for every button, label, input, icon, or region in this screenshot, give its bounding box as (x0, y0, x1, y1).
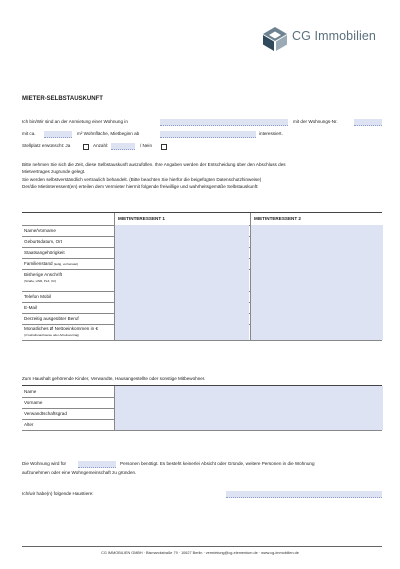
col-applicant-1: MIETINTERESSENT 1 (118, 216, 165, 221)
cg-cube-icon (262, 26, 288, 52)
applicant-table (22, 212, 382, 357)
note-line-4: Der/die Mietinteressent(en) erteilen dem Vermieter hiermit folgende freiwillige und wahrheitsgemäße Selbstauskunft: (22, 184, 259, 189)
household-label-name: Name (24, 389, 37, 394)
location-field[interactable] (160, 119, 288, 126)
applicant2-phone-field[interactable] (250, 291, 383, 302)
row-label-address: Bisherige Anschrift (24, 272, 63, 277)
applicant1-birth-field[interactable] (114, 236, 249, 247)
intro-line2-b: m² Wohnfläche, Mietbeginn ab (77, 131, 140, 136)
persons-count-field[interactable] (78, 461, 116, 468)
household-intro: Zum Haushalt gehörende Kinder, Verwandte, Hausangestellte oder sonstige Mitbewohner. (22, 376, 206, 381)
intro-line2-a: mit ca. (22, 131, 36, 136)
household-firstname-field[interactable] (114, 397, 383, 408)
parking-no-checkbox[interactable] (161, 144, 167, 150)
row-hint-marital: (ledig, verheiratet) (53, 262, 79, 266)
applicant2-address-field[interactable] (250, 269, 383, 291)
footer-divider (22, 546, 382, 547)
applicant2-name-field[interactable] (250, 225, 383, 236)
applicant1-email-field[interactable] (114, 302, 249, 313)
table-row (22, 324, 382, 341)
applicant1-name-field[interactable] (114, 225, 249, 236)
applicant1-income-field[interactable] (114, 324, 249, 340)
parking-no-label: / Nein (140, 143, 153, 148)
intro-line1-b: mit der Wohnungs-Nr. (293, 119, 338, 124)
household-relation-field[interactable] (114, 408, 383, 419)
row-label-name: Name/Vorname (24, 228, 56, 233)
applicant2-marital-field[interactable] (250, 258, 383, 269)
household-name-field[interactable] (114, 386, 383, 397)
applicant1-job-field[interactable] (114, 313, 249, 324)
household-label-firstname: Vorname (24, 400, 43, 405)
parking-count-field[interactable] (111, 143, 135, 150)
row-label-job: Derzeitig ausgeübter Beruf (24, 316, 79, 321)
note-line-2: Mietvertrages zugrunde gelegt. (22, 169, 86, 174)
row-label-income: Monatliches Ø Nettoeinkommen in € (24, 326, 99, 331)
row-label-nationality: Staatsangehörigkeit (24, 250, 65, 255)
persons-text-c: aufzunehmen oder eine Wohngemeinschaft zu gründen. (22, 470, 137, 475)
page-title: MIETER-SELBSTAUSKUNFT (22, 96, 103, 102)
household-age-field[interactable] (114, 419, 383, 430)
persons-text-a: Die Wohnung wird für (22, 461, 67, 466)
applicant2-income-field[interactable] (250, 324, 383, 340)
applicant1-marital-field[interactable] (114, 258, 249, 269)
row-label-birth: Geburtsdatum, Ort (24, 239, 63, 244)
parking-label: Stellplatz erwünscht: Ja (22, 143, 71, 148)
table-row (22, 419, 382, 431)
household-label-relation: Verwandtschaftsgrad (24, 411, 67, 416)
applicant1-phone-field[interactable] (114, 291, 249, 302)
table-row (22, 269, 382, 292)
note-line-3: Sie werden selbstverständlich vertraulich behandelt. (Bitte beachten Sie hierfür die beigefügten Datenschutzhinweise) (22, 177, 262, 182)
brand-name: CG Immobilien (292, 29, 376, 43)
applicant2-email-field[interactable] (250, 302, 383, 313)
col-applicant-2: MIETINTERESSENT 2 (254, 216, 301, 221)
applicant1-nationality-field[interactable] (114, 247, 249, 258)
applicant2-job-field[interactable] (250, 313, 383, 324)
row-label-marital: Familienstand (24, 261, 53, 266)
applicant1-address-field[interactable] (114, 269, 249, 291)
row-hint-income: (3 Gehaltsnachweise oder Arbeitsvertrag) (24, 333, 80, 337)
applicant2-birth-field[interactable] (250, 236, 383, 247)
pets-label: Ich/wir habe(n) folgende Haustiere: (22, 491, 94, 496)
household-table (22, 385, 382, 438)
applicant2-nationality-field[interactable] (250, 247, 383, 258)
intro-line2-c: interessiert. (259, 131, 283, 136)
note-line-1: Bitte nehmen Sie sich die Zeit, diese Selbstauskunft auszufüllen. Ihre Angaben werden der Entscheidung über den Abschluss des (22, 162, 286, 167)
pets-field[interactable] (226, 491, 382, 498)
move-in-date-field[interactable] (160, 131, 256, 138)
household-label-age: Alter (24, 422, 34, 427)
persons-text-b: Personen benötigt. Es besteht keinerlei Absicht oder Gründe, weitere Personen in die Wohnung (120, 461, 315, 466)
area-field[interactable] (44, 131, 72, 138)
apartment-number-field[interactable] (354, 119, 382, 126)
parking-count-label: Anzahl: (93, 143, 109, 148)
row-label-email: E-Mail (24, 305, 38, 310)
row-label-phone: Telefon Mobil (24, 294, 52, 299)
row-hint-address: (Straße, HNR, PLZ, Ort) (24, 279, 57, 283)
footer-address: CG IMMOBILIEN GMBH · Bismarckstraße 79 · 10627 Berlin · vermietung@cg-elementum.de · www.cg-immobilien.de (101, 551, 299, 555)
intro-line1-a: Ich bin/Wir sind an der Anmietung einer Wohnung in (22, 119, 128, 124)
parking-yes-checkbox[interactable] (83, 144, 89, 150)
